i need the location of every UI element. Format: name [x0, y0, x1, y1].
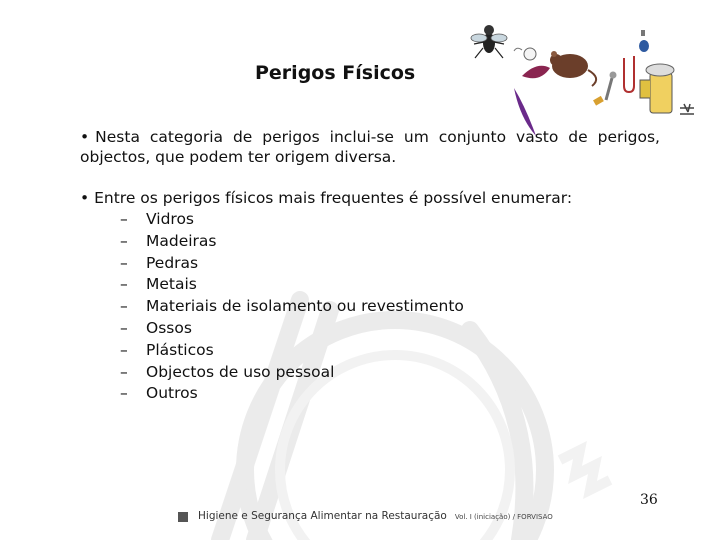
mouse-icon	[550, 51, 596, 86]
list-item: – Ossos	[120, 318, 192, 337]
list-item: – Metais	[120, 275, 197, 294]
slide-title: Perigos Físicos	[255, 62, 416, 84]
hazard-list	[120, 209, 464, 405]
mixer-icon	[640, 64, 674, 113]
list-item: – Madeiras	[120, 231, 217, 250]
list-item: – Objectos de uso pessoal	[120, 362, 335, 381]
list-item: – Outros	[120, 384, 198, 403]
list-item: – Materiais de isolamento ou revestimento	[120, 297, 464, 316]
list-item: – Plásticos	[120, 340, 214, 359]
screw-icon	[606, 72, 617, 101]
footer-logo-icon	[178, 512, 188, 522]
snail-icon	[514, 48, 536, 60]
list-intro	[80, 188, 572, 209]
list-bullet: •	[80, 189, 90, 207]
list-item: – Vidros	[120, 210, 194, 228]
footer-text: Higiene e Segurança Alimentar na Restauração	[198, 510, 447, 522]
paragraph-text: Nesta categoria de perigos inclui-se um conjunto vasto de perigos, objectos, que podem ter origem diversa.	[80, 128, 660, 166]
footer	[198, 510, 553, 522]
fly-icon	[471, 25, 507, 58]
footer-small-text: Vol. I (iniciação) / FORVISAO	[454, 513, 553, 521]
page-number: 36	[640, 492, 658, 508]
paperclip-icon	[624, 56, 634, 92]
paragraph-bullet: •	[80, 128, 90, 146]
list-item: – Pedras	[120, 253, 199, 272]
bolt-icon	[593, 96, 604, 106]
list-intro-text: Entre os perigos físicos mais frequentes é possível enumerar:	[94, 189, 573, 207]
physical-hazards-illustration	[462, 18, 702, 143]
intro-paragraph	[80, 127, 660, 167]
